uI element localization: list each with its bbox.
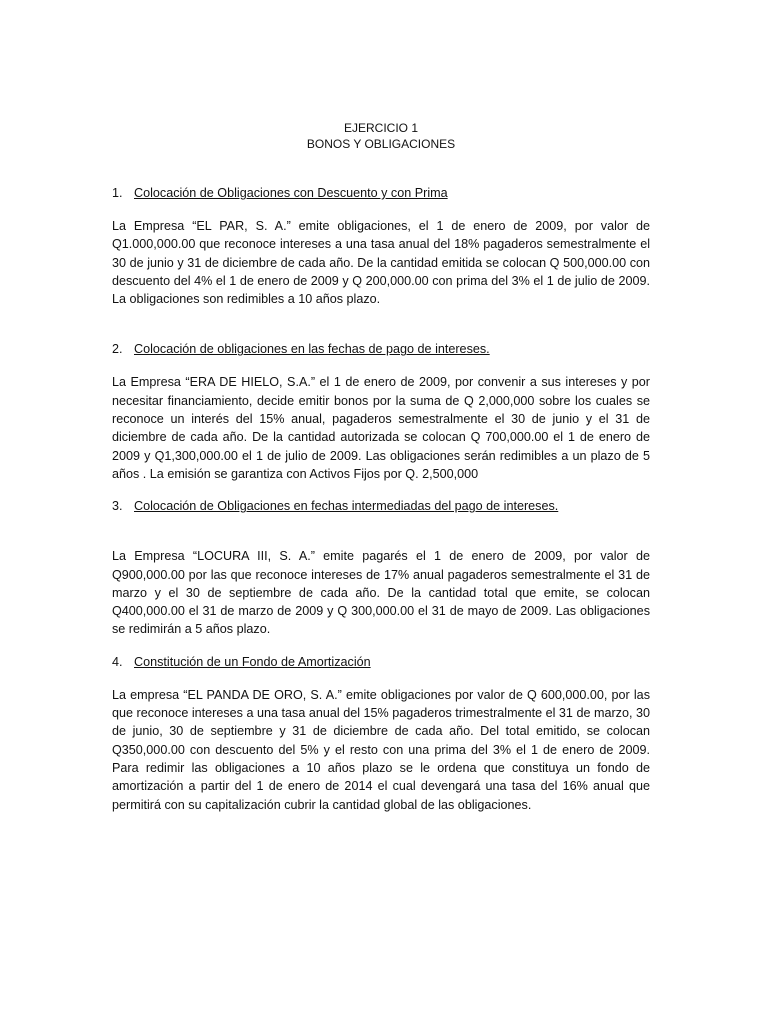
section-2-heading xyxy=(112,340,650,358)
section-1-body: La Empresa “EL PAR, S. A.” emite obligaciones, el 1 de enero de 2009, por valor de Q1.000,000.00 que reconoce intereses a una tasa anual del 18% pagaderos semestralmente el 30 de junio y 31 de diciembre de cada año. De la cantidad emitida se colocan Q 500,000.00 con descuento del 4% el 1 de enero de 2009 y Q 200,000.00 con prima del 3% el 1 de julio de 2009. La obligaciones son redimibles a 10 años plazo. xyxy=(112,219,650,307)
section-3-number: 3. xyxy=(112,499,123,514)
section-2-number: 2. xyxy=(112,342,123,357)
document-subtitle: BONOS Y OBLIGACIONES xyxy=(306,137,456,151)
document-page xyxy=(112,120,650,814)
section-4-number: 4. xyxy=(112,654,123,669)
section-3-body: La Empresa “LOCURA III, S. A.” emite pagarés el 1 de enero de 2009, por valor de Q900,000.00 por las que reconoce intereses de 17% anual pagaderos semestralmente el 31 de marzo y el 30 de septiembre de cada año. De la cantidad total que emite, se colocan Q400,000.00 el 31 de marzo de 2009 y Q 300,000.00 el 31 de mayo de 2009. Las obligaciones se redimirán a 5 años plazo. xyxy=(112,549,650,637)
section-1-title: Colocación de Obligaciones con Descuento y con Prima xyxy=(134,186,448,200)
section-4-body: La empresa “EL PANDA DE ORO, S. A.” emite obligaciones por valor de Q 600,000.00, por las que reconoce intereses a una tasa anual del 15% pagaderos trimestralmente el 31 de marzo, 30 de junio, 30 de septiembre y 31 de diciembre de cada año. Del total emitido, se colocan Q350,000.00 con descuento del 5% y el resto con una prima del 3% el 1 de enero de 2009. Para redimir las obligaciones a 10 años plazo se le ordena que constituya un fondo de amortización a partir del 1 de enero de 2014 el cual devengará una tasa del 16% anual que permitirá con su capitalización cubrir la cantidad global de las obligaciones. xyxy=(112,687,650,812)
section-4-heading xyxy=(112,653,650,671)
section-3-title: Colocación de Obligaciones en fechas intermediadas del pago de intereses. xyxy=(134,499,559,514)
section-1-heading xyxy=(112,184,650,202)
document-title: EJERCICIO 1 xyxy=(343,121,418,135)
section-3-heading xyxy=(112,497,650,515)
section-4-title: Constitución de un Fondo de Amortización xyxy=(134,654,371,669)
section-1-number: 1. xyxy=(112,186,123,200)
section-2-body: La Empresa “ERA DE HIELO, S.A.” el 1 de enero de 2009, por convenir a sus intereses y por necesitar financiamiento, decide emitir bonos por la suma de Q 2,000,000 sobre los cuales se reconoce un interés del 15% anual, pagaderos semestralmente el 30 de junio y el 31 de diciembre de cada año. De la cantidad autorizada se colocan Q 700,000.00 el 1 de enero de 2009 y Q1,300,000.00 el 1 de julio de 2009. Las obligaciones serán redimibles a un plazo de 5 años . La emisión se garantiza con Activos Fijos por Q. 2,500,000 xyxy=(112,375,650,481)
section-2-title: Colocación de obligaciones en las fechas de pago de intereses. xyxy=(134,342,490,357)
